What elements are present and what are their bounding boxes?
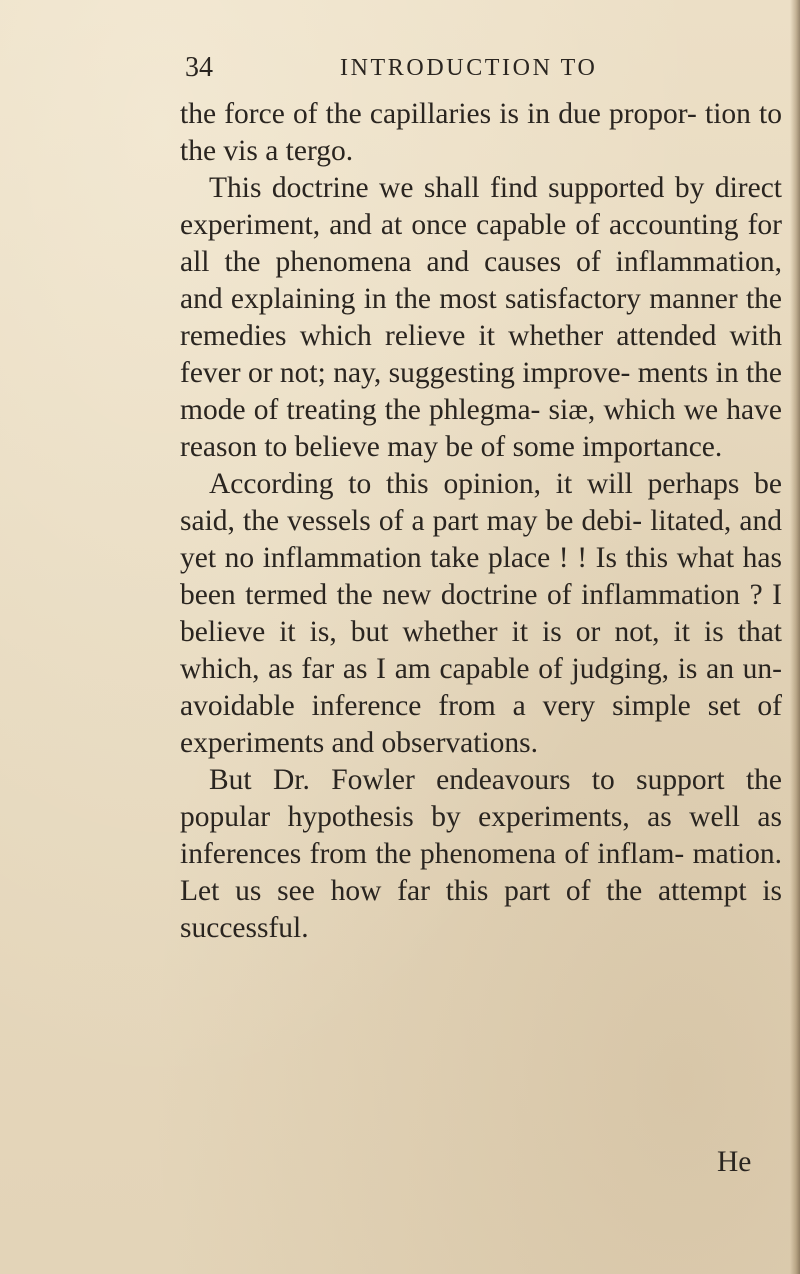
paragraph: But Dr. Fowler endeavours to support the popular hypothesis by experiments, as well as inferences from the phenomena of inflam- mation. Let us see how far this part of the attempt is successful. xyxy=(180,764,782,944)
page-edge-shadow xyxy=(790,0,800,1274)
paragraph: This doctrine we shall find supported by direct experiment, and at once capable of accounting for all the phenomena and causes of inflammation, and explaining in the most satisfactory manner the remedies which relieve it whether attended with fever or not; nay, suggesting improve- ments in the mode of treating the phlegma- siæ, which we have reason to believe may be of some importance. xyxy=(180,172,782,463)
running-head: INTRODUCTION TO xyxy=(340,55,598,81)
paragraph-continuation: the force of the capillaries is in due propor- tion to the vis a tergo. xyxy=(180,98,782,167)
catchword: He xyxy=(717,1146,752,1178)
body-text xyxy=(180,96,782,947)
page-number: 34 xyxy=(185,52,213,83)
paragraph: According to this opinion, it will perhaps be said, the vessels of a part may be debi- litated, and yet no inflammation take place ! ! Is this what has been termed the new doctrine of inflammation ? I believe it is, but whether it is or not, it is that which, as far as I am capable of judging, is an un- avoidable inference from a very simple set of experiments and observations. xyxy=(180,468,782,759)
page-header xyxy=(185,52,745,92)
